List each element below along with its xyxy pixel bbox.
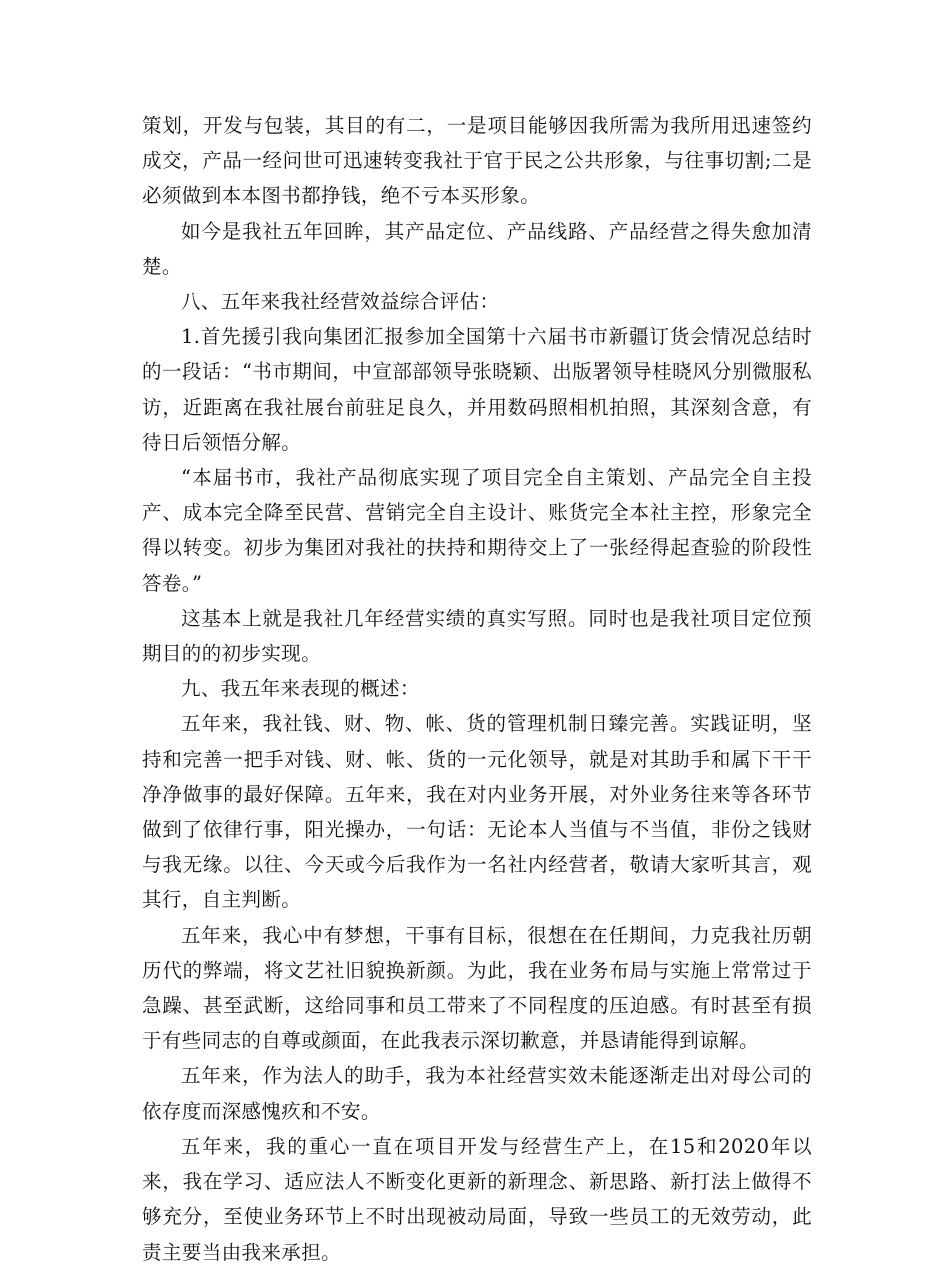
section-heading-8: 八、五年来我社经营效益综合评估： bbox=[181, 290, 500, 314]
paragraph-focus: 五年来，我的重心一直在项目开发与经营生产上，在15和2020年以来，我在学习、适应法人不断变化更新的新理念、新思路、新打法上做得不够充分，至使业务环节上不时出现被动局面，导致一些员工的无效劳动，此责主要当由我来承担。 bbox=[142, 1134, 812, 1264]
paragraph-dream: 五年来，我心中有梦想，干事有目标，很想在在任期间，力克我社历朝历代的弊端，将文艺社旧貌换新颜。为此，我在业务布局与实施上常常过于急躁、甚至武断，这给同事和员工带来了不同程度的压迫感。有时甚至有损于有些同志的自尊或颜面，在此我表示深切歉意，并恳请能得到谅解。 bbox=[142, 923, 812, 1053]
paragraph-review: 如今是我社五年回眸，其产品定位、产品线路、产品经营之得失愈加清楚。 bbox=[142, 219, 812, 278]
paragraph-quote-start: 1.首先援引我向集团汇报参加全国第十六届书市新疆订货会情况总结时的一段话：“书市期间，中宣部部领导张晓颖、出版署领导桂晓风分别微服私访，近距离在我社展台前驻足良久，并用数码照相机拍照，其深刻含意，有待日后领悟分解。 bbox=[142, 325, 812, 454]
paragraph-continuation: 策划，开发与包装，其目的有二，一是项目能够因我所需为我所用迅速签约成交，产品一经问世可迅速转变我社于官于民之公共形象，与往事切割;二是必须做到本本图书都挣钱，绝不亏本买形象。 bbox=[142, 114, 812, 208]
paragraph-assistant: 五年来，作为法人的助手，我为本社经营实效未能逐渐走出对母公司的依存度而深感愧疚和不安。 bbox=[142, 1064, 812, 1123]
paragraph-quote-end: “本届书市，我社产品彻底实现了项目完全自主策划、产品完全自主投产、成本完全降至民营、营销完全自主设计、账货完全本社主控，形象完全得以转变。初步为集团对我社的扶持和期待交上了一张经得起查验的阶段性答卷。” bbox=[142, 466, 812, 595]
paragraph-summary: 这基本上就是我社几年经营实绩的真实写照。同时也是我社项目定位预期目的的初步实现。 bbox=[142, 606, 812, 666]
paragraph-management: 五年来，我社钱、财、物、帐、货的管理机制日臻完善。实践证明，坚持和完善一把手对钱、财、帐、货的一元化领导，就是对其助手和属下干干净净做事的最好保障。五年来，我在对内业务开展，对外业务往来等各环节做到了依律行事，阳光操办，一句话：无论本人当值与不当值，非份之钱财与我无缘。以往、今天或今后我作为一名社内经营者，敬请大家听其言，观其行，自主判断。 bbox=[142, 712, 812, 912]
document-body bbox=[142, 108, 812, 1270]
section-heading-9: 九、我五年来表现的概述： bbox=[181, 677, 420, 701]
